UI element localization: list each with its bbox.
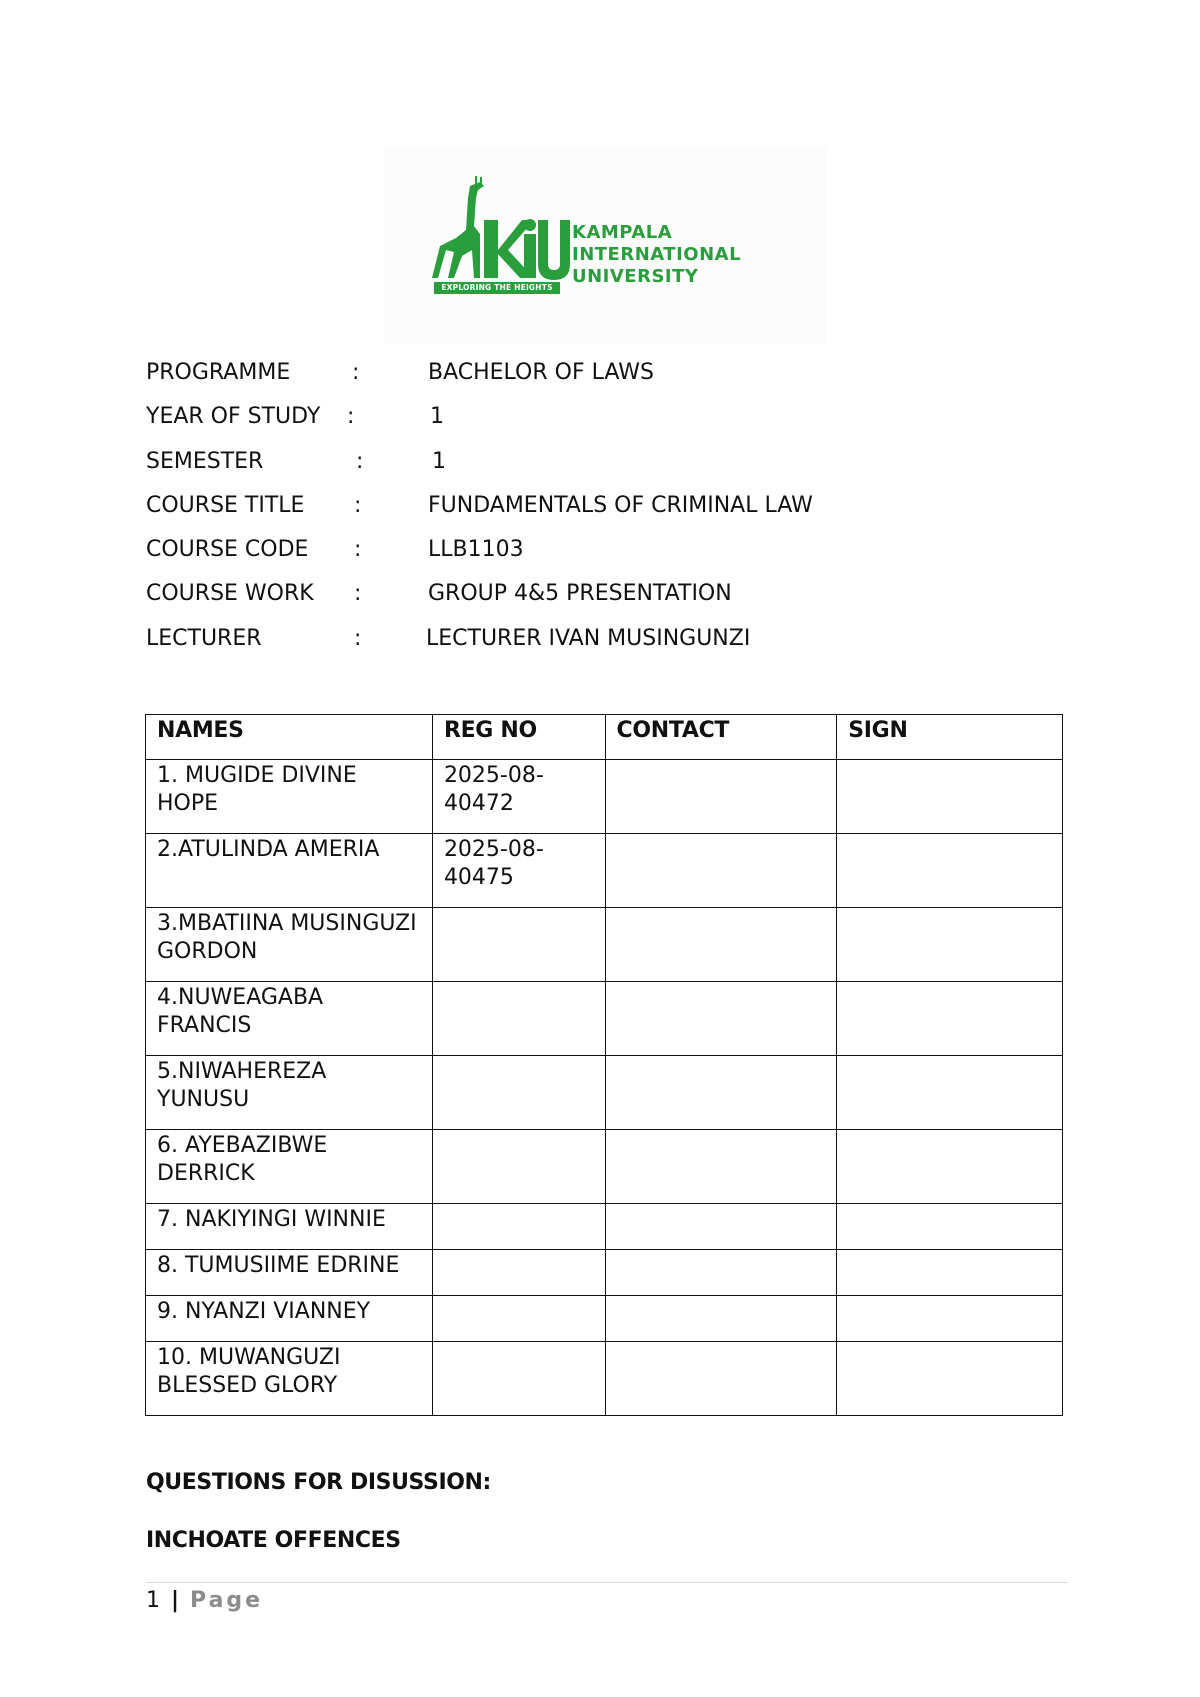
cell-reg-no: 2025-08-40472 xyxy=(432,760,605,834)
table-row xyxy=(146,834,1063,908)
info-label: COURSE TITLE xyxy=(146,492,305,518)
logo-tagline: EXPLORING THE HEIGHTS xyxy=(434,282,560,294)
info-value: LLB1103 xyxy=(428,537,524,563)
cell-reg-no xyxy=(432,1342,605,1416)
questions-heading: QUESTIONS FOR DISUSSION: xyxy=(146,1470,491,1495)
table-row xyxy=(146,760,1063,834)
cell-sign xyxy=(837,760,1063,834)
cell-reg-no xyxy=(432,982,605,1056)
cell-name: 10. MUWANGUZI BLESSED GLORY xyxy=(146,1342,433,1416)
cell-contact xyxy=(605,908,837,982)
table-row xyxy=(146,982,1063,1056)
cell-name: 4.NUWEAGABA FRANCIS xyxy=(146,982,433,1056)
cell-reg-no xyxy=(432,908,605,982)
header-reg-no: REG NO xyxy=(432,715,605,760)
cell-contact xyxy=(605,1130,837,1204)
info-colon: : xyxy=(354,492,362,518)
info-colon: : xyxy=(354,581,362,607)
table-row xyxy=(146,1250,1063,1296)
cell-name: 5.NIWAHEREZA YUNUSU xyxy=(146,1056,433,1130)
cell-sign xyxy=(837,1250,1063,1296)
table-header-row xyxy=(146,715,1063,760)
info-row-course-title xyxy=(146,491,1046,535)
info-label: LECTURER xyxy=(146,625,262,651)
info-label: COURSE CODE xyxy=(146,537,309,563)
info-row-lecturer xyxy=(146,624,1046,668)
cell-name: 1. MUGIDE DIVINE HOPE xyxy=(146,760,433,834)
cell-reg-no xyxy=(432,1056,605,1130)
info-label: YEAR OF STUDY xyxy=(146,404,321,430)
cell-sign xyxy=(837,982,1063,1056)
cell-sign xyxy=(837,1204,1063,1250)
cell-name: 3.MBATIINA MUSINGUZI GORDON xyxy=(146,908,433,982)
header-contact: CONTACT xyxy=(605,715,837,760)
page-label: Page xyxy=(190,1588,264,1613)
info-label: COURSE WORK xyxy=(146,581,314,607)
cell-name: 6. AYEBAZIBWE DERRICK xyxy=(146,1130,433,1204)
logo-name-line1: KAMPALA xyxy=(572,222,673,243)
footer-separator: | xyxy=(171,1588,180,1613)
cell-name: 9. NYANZI VIANNEY xyxy=(146,1296,433,1342)
group-members-table xyxy=(145,714,1063,1416)
info-row-course-work xyxy=(146,579,1046,623)
table-row xyxy=(146,1296,1063,1342)
page-number: 1 xyxy=(146,1588,160,1613)
header-sign: SIGN xyxy=(837,715,1063,760)
info-colon: : xyxy=(356,448,364,474)
cell-sign xyxy=(837,834,1063,908)
cell-contact xyxy=(605,1250,837,1296)
info-value: BACHELOR OF LAWS xyxy=(428,360,654,385)
info-label: SEMESTER xyxy=(146,448,264,474)
info-label: PROGRAMME xyxy=(146,360,291,385)
header-names: NAMES xyxy=(146,715,433,760)
cell-sign xyxy=(837,1342,1063,1416)
logo-name-line3: UNIVERSITY xyxy=(572,266,699,287)
info-colon: : xyxy=(354,625,362,651)
cell-reg-no xyxy=(432,1296,605,1342)
info-value: LECTURER IVAN MUSINGUNZI xyxy=(426,625,751,651)
table-row xyxy=(146,908,1063,982)
cell-reg-no xyxy=(432,1130,605,1204)
cell-sign xyxy=(837,908,1063,982)
cell-name: 8. TUMUSIIME EDRINE xyxy=(146,1250,433,1296)
cell-contact xyxy=(605,1204,837,1250)
cell-sign xyxy=(837,1056,1063,1130)
logo-name-line2: INTERNATIONAL xyxy=(572,244,742,265)
info-row-programme xyxy=(146,358,1046,402)
info-row-year-of-study xyxy=(146,402,1046,446)
info-colon: : xyxy=(347,404,355,430)
info-colon: : xyxy=(354,537,362,563)
cell-name: 7. NAKIYINGI WINNIE xyxy=(146,1204,433,1250)
cell-reg-no xyxy=(432,1250,605,1296)
footer-divider xyxy=(146,1582,1068,1583)
cell-reg-no xyxy=(432,1204,605,1250)
info-colon: : xyxy=(352,360,360,385)
table-row xyxy=(146,1204,1063,1250)
topic-heading: INCHOATE OFFENCES xyxy=(146,1528,401,1553)
cell-contact xyxy=(605,834,837,908)
page-footer xyxy=(146,1588,263,1613)
cell-contact xyxy=(605,760,837,834)
cell-contact xyxy=(605,1056,837,1130)
info-value: 1 xyxy=(430,404,444,430)
cell-reg-no: 2025-08-40475 xyxy=(432,834,605,908)
table-row xyxy=(146,1130,1063,1204)
cell-name: 2.ATULINDA AMERIA xyxy=(146,834,433,908)
cell-sign xyxy=(837,1296,1063,1342)
info-row-semester xyxy=(146,447,1046,491)
cell-contact xyxy=(605,1296,837,1342)
university-logo xyxy=(384,146,826,344)
info-value: FUNDAMENTALS OF CRIMINAL LAW xyxy=(428,492,813,518)
info-value: 1 xyxy=(432,448,446,474)
info-row-course-code xyxy=(146,535,1046,579)
cell-sign xyxy=(837,1130,1063,1204)
course-info xyxy=(146,358,1046,668)
info-value: GROUP 4&5 PRESENTATION xyxy=(428,581,732,607)
cell-contact xyxy=(605,982,837,1056)
table-row xyxy=(146,1056,1063,1130)
cell-contact xyxy=(605,1342,837,1416)
table-row xyxy=(146,1342,1063,1416)
